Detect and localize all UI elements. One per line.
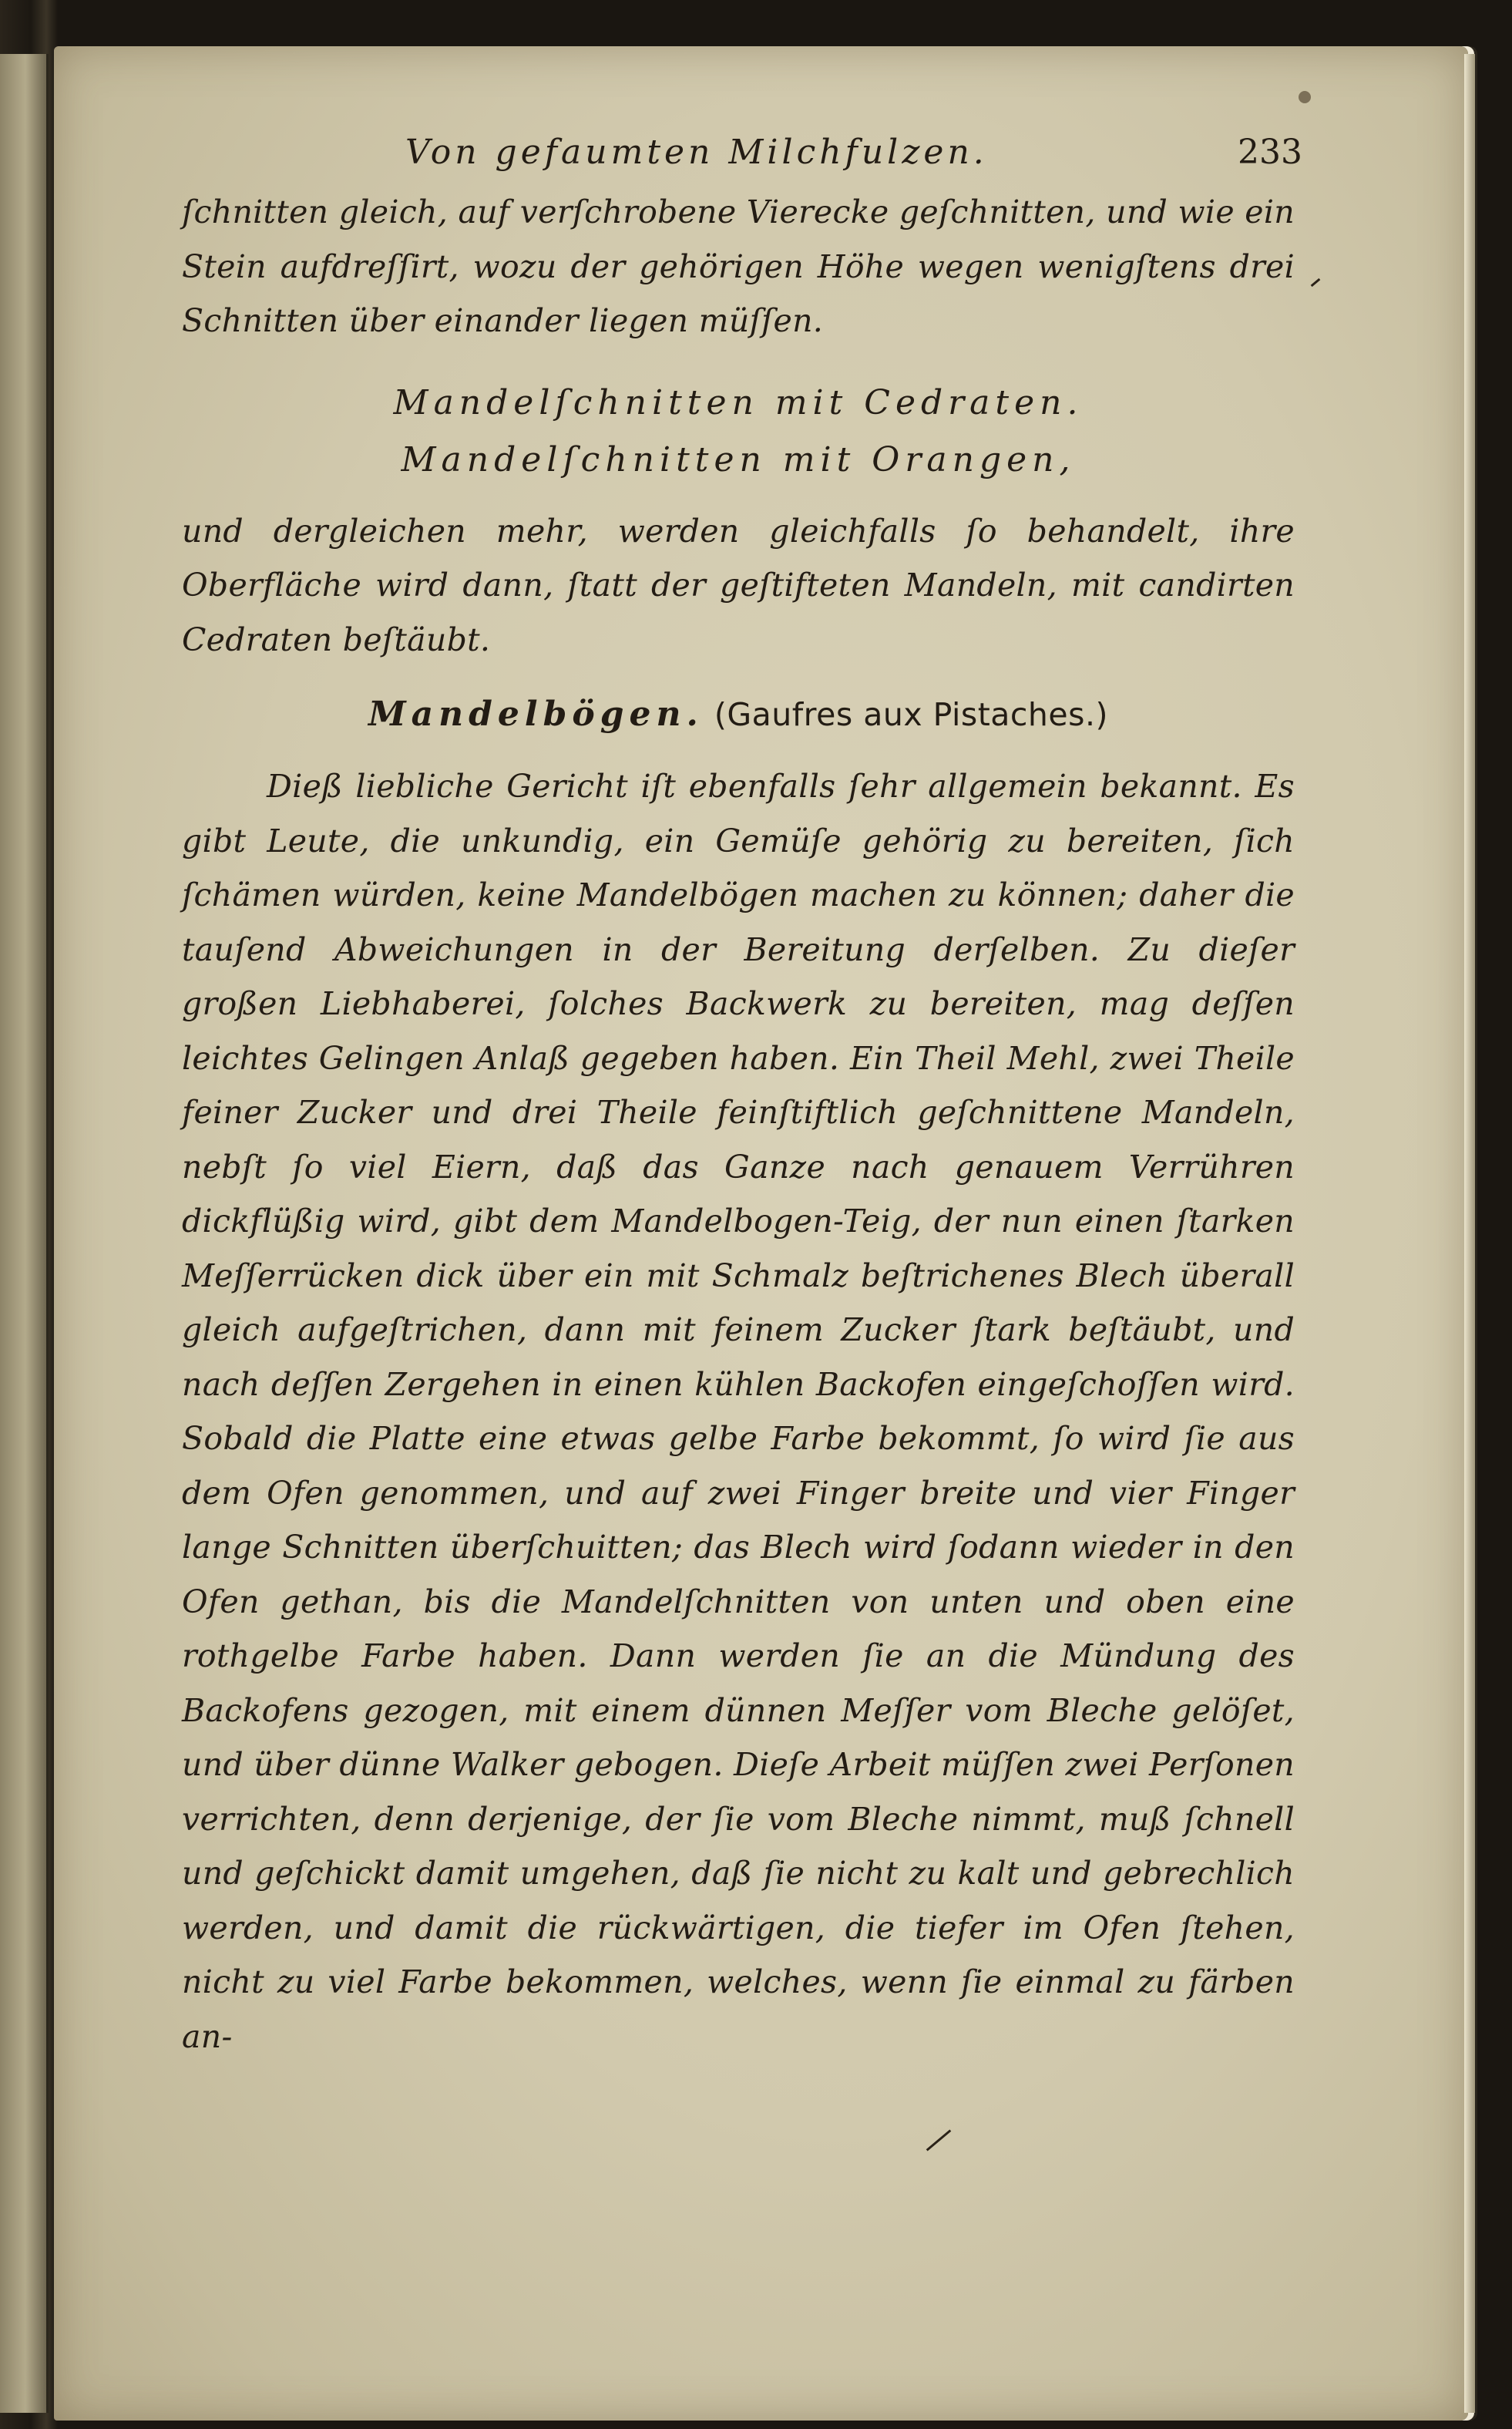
heading-mandelboegen <box>182 684 1295 745</box>
ink-spot <box>1299 91 1311 103</box>
heading-orangen: Mandelſchnitten mit Orangen, <box>401 439 1076 479</box>
running-head: Von gefaumten Milchfulzen. <box>405 133 988 172</box>
facing-page-edge <box>0 54 49 2413</box>
heading-mandelboegen-german: Mandelbögen. <box>368 695 704 734</box>
page-number: 233 <box>1238 133 1302 172</box>
page-stack-edge <box>1464 54 1475 2413</box>
page-header <box>182 123 1302 185</box>
intro-paragraph: ſchnitten gleich, auf verſchrobene Vierecke geſchnitten, und wie ein Stein aufdreſſirt, wozu der gehörigen Höhe wegen wenigſtens drei Schnitten über einander liegen müſſen. <box>182 193 1295 339</box>
heading-cedraten: Mandelſchnitten mit Cedraten. <box>393 382 1084 422</box>
main-paragraph: Dieß liebliche Gericht iſt ebenfalls ſehr allgemein bekannt. Es gibt Leute, die unkundig, ein Gemüſe gehörig zu bereiten, ſich ſchämen würden, keine Mandelbögen machen zu können; daher die tauſend Abweichungen in der Bereitung derſelben. Zu dieſer großen Liebhaberei, ſolches Backwerk zu bereiten, mag deſſen leichtes Gelingen Anlaß gegeben haben. Ein Theil Mehl, zwei Theile feiner Zucker und drei Theile feinſtiftlich geſchnittene Mandeln, nebſt ſo viel Eiern, daß das Ganze nach genauem Verrühren dickflüßig wird, gibt dem Mandelbogen-Teig, der nun einen ſtarken Meſſerrücken dick über ein mit Schmalz beſtrichenes Blech überall gleich aufgeſtrichen, dann mit feinem Zucker ſtark beſtäubt, und nach deſſen Zergehen in einen kühlen Backofen eingeſchoſſen wird. Sobald die Platte eine etwas gelbe Farbe bekommt, ſo wird ſie aus dem Ofen genommen, und auf zwei Finger breite und vier Finger lange Schnitten überſchuitten; das Blech wird ſodann wieder in den Ofen gethan, bis die Mandelſchnitten von unten und oben eine rothgelbe Farbe haben. Dann werden ſie an die Mündung des Backofens gezogen, mit einem dünnen Meſſer vom Bleche gelöſet, und über dünne Walker gebogen. Dieſe Arbeit müſſen zwei Perſonen verrichten, denn derjenige, der ſie vom Bleche nimmt, muß ſchnell und geſchickt damit umgehen, daß ſie nicht zu kalt und gebrechlich werden, und damit die rückwärtigen, die tiefer im Ofen ſtehen, nicht zu viel Farbe bekommen, welches, wenn ſie einmal zu färben an- <box>182 768 1295 2055</box>
section-heading-group <box>182 375 1295 489</box>
cedraten-paragraph: und dergleichen mehr, werden gleichfalls ſo behandelt, ihre Oberfläche wird dann, ſtatt der geſtifteten Mandeln, mit candirten Cedraten beſtäubt. <box>182 512 1295 658</box>
heading-mandelboegen-french: (Gaufres aux Pistaches.) <box>714 696 1109 733</box>
page-content <box>182 123 1302 2064</box>
